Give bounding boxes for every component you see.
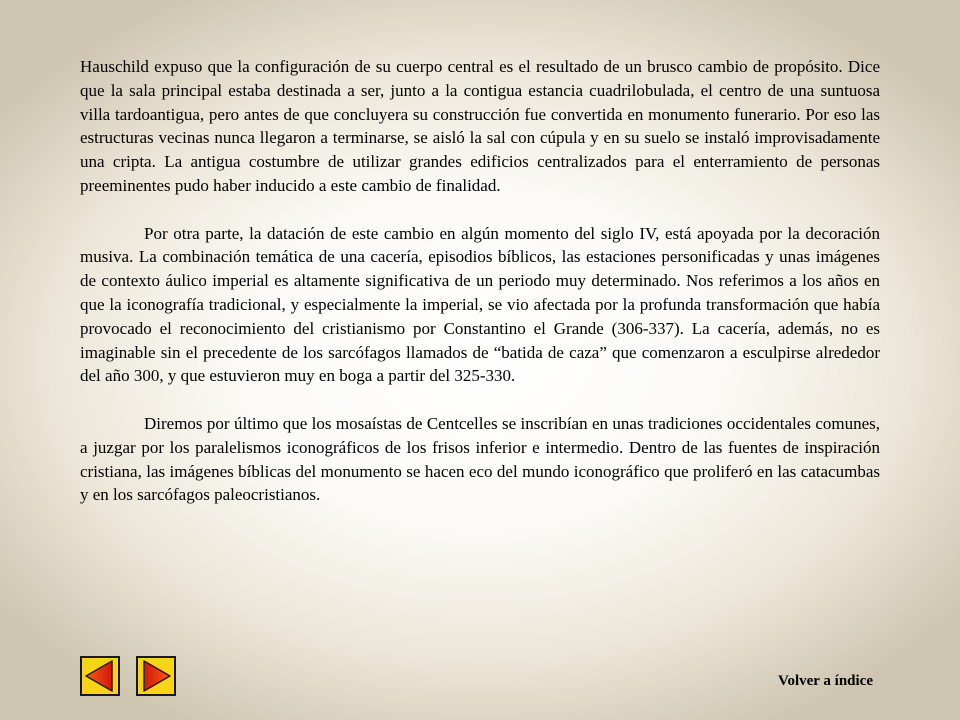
document-body bbox=[80, 55, 880, 507]
triangle-right-icon bbox=[138, 658, 174, 694]
paragraph-1: Hauschild expuso que la configuración de su cuerpo central es el resultado de un brusco cambio de propósito. Dice que la sala principal estaba destinada a ser, junto a la contigua estancia cuadrilobulada, el centro de una suntuosa villa tardoantigua, pero antes de que concluyera su construcción fue convertida en monumento funerario. Por eso las estructuras vecinas nunca llegaron a terminarse, se aisló la sal con cúpula y en su suelo se instaló improvisadamente una cripta. La antigua costumbre de utilizar grandes edificios centralizados para el enterramiento de personas preeminentes pudo haber inducido a este cambio de finalidad. bbox=[80, 57, 880, 195]
previous-page-button[interactable] bbox=[80, 656, 120, 696]
paragraph-2: Por otra parte, la datación de este cambio en algún momento del siglo IV, está apoyada por la decoración musiva. La combinación temática de una cacería, episodios bíblicos, las estaciones personificadas y unas imágenes de contexto áulico imperial es altamente significativa de un periodo muy determinado. Nos referimos a los años en que la iconografía tradicional, y especialmente la imperial, se vio afectada por la profunda transformación que había provocado el reconocimiento del cristianismo por Constantino el Grande (306-337). La cacería, además, no es imaginable sin el precedente de los sarcófagos llamados de “batida de caza” que comenzaron a esculpirse alrededor del año 300, y que estuvieron muy en boga a partir del 325-330. bbox=[80, 223, 880, 386]
paragraph-3: Diremos por último que los mosaístas de Centcelles se inscribían en unas tradiciones occidentales comunes, a juzgar por los paralelismos iconográficos de los frisos inferior e intermedio. Dentro de las fuentes de inspiración cristiana, las imágenes bíblicas del monumento se hacen eco del mundo iconográfico que proliferó en las catacumbas y en los sarcófagos paleocristianos. bbox=[80, 413, 880, 505]
next-page-button[interactable] bbox=[136, 656, 176, 696]
back-to-index-link[interactable]: Volver a índice bbox=[777, 673, 873, 689]
triangle-left-icon bbox=[82, 658, 118, 694]
